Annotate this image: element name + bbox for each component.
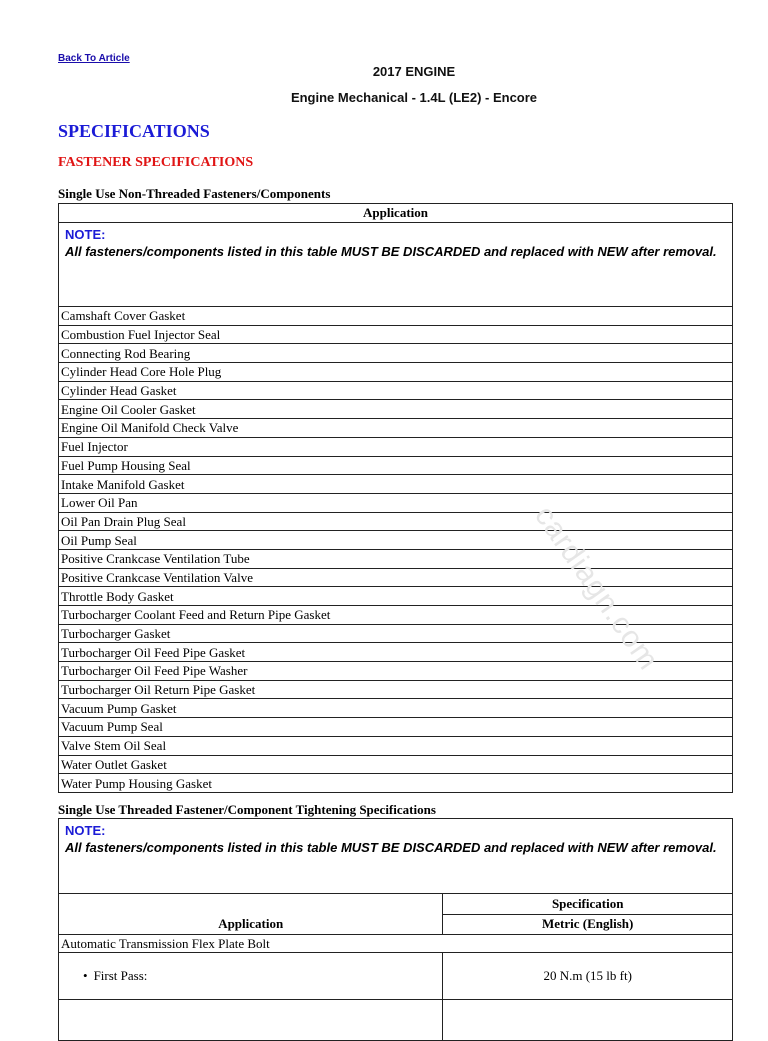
table-row — [59, 587, 733, 606]
table-cell: Fuel Injector — [59, 437, 733, 456]
table-cell: Fuel Pump Housing Seal — [59, 456, 733, 475]
table-cell: Lower Oil Pan — [59, 493, 733, 512]
table-row — [59, 419, 733, 438]
table-cell: Turbocharger Oil Feed Pipe Gasket — [59, 643, 733, 662]
table-cell: Engine Oil Manifold Check Valve — [59, 419, 733, 438]
table1-note-text: All fasteners/components listed in this table MUST BE DISCARDED and replaced with NEW after removal. — [65, 244, 717, 259]
table-row — [59, 680, 733, 699]
table1-header-application: Application — [59, 204, 733, 223]
table-row — [59, 755, 733, 774]
bullet-icon: • — [83, 968, 88, 983]
table-row — [59, 475, 733, 494]
table-cell: Throttle Body Gasket — [59, 587, 733, 606]
table-row — [59, 381, 733, 400]
table-cell: Oil Pan Drain Plug Seal — [59, 512, 733, 531]
table-cell: Camshaft Cover Gasket — [59, 307, 733, 326]
table-cell: Intake Manifold Gasket — [59, 475, 733, 494]
table-cell: Engine Oil Cooler Gasket — [59, 400, 733, 419]
table-cell: Vacuum Pump Gasket — [59, 699, 733, 718]
table-row-empty — [59, 1000, 443, 1041]
table-cell: Connecting Rod Bearing — [59, 344, 733, 363]
table-cell: Cylinder Head Core Hole Plug — [59, 363, 733, 382]
table-cell: Positive Crankcase Ventilation Valve — [59, 568, 733, 587]
subsection-title: FASTENER SPECIFICATIONS — [58, 155, 254, 170]
table-cell: Water Pump Housing Gasket — [59, 774, 733, 793]
table-row-empty — [443, 1000, 733, 1041]
table-row — [59, 568, 733, 587]
table2-header-application: Application — [59, 894, 443, 935]
table-cell: Vacuum Pump Seal — [59, 718, 733, 737]
table-row — [59, 531, 733, 550]
table-cell: Oil Pump Seal — [59, 531, 733, 550]
table-row — [59, 307, 733, 326]
table-row — [59, 718, 733, 737]
table-cell: Cylinder Head Gasket — [59, 381, 733, 400]
table-cell: Water Outlet Gasket — [59, 755, 733, 774]
table1-body — [59, 307, 733, 793]
table2-header-specification: Specification — [443, 894, 733, 915]
table-row — [59, 736, 733, 755]
table2-note — [59, 819, 733, 894]
document-subtitle: Engine Mechanical - 1.4L (LE2) - Encore — [290, 90, 538, 105]
table-row — [59, 363, 733, 382]
table2-note-text: All fasteners/components listed in this table MUST BE DISCARDED and replaced with NEW after removal. — [65, 840, 717, 855]
table-cell: Turbocharger Gasket — [59, 624, 733, 643]
watermark: cardiagn.com — [527, 500, 666, 677]
table1-note — [59, 223, 733, 307]
table-cell: Valve Stem Oil Seal — [59, 736, 733, 755]
table-row — [59, 456, 733, 475]
table-row — [59, 549, 733, 568]
table-row — [59, 344, 733, 363]
document-title: 2017 ENGINE — [372, 64, 456, 79]
table-cell: Turbocharger Oil Feed Pipe Washer — [59, 662, 733, 681]
table2-caption: Single Use Threaded Fastener/Component Tightening Specifications — [58, 802, 436, 817]
table-row — [59, 493, 733, 512]
pass-value: 20 N.m (15 lb ft) — [443, 953, 733, 1000]
back-to-article-link[interactable]: Back To Article — [58, 53, 130, 64]
table1-caption: Single Use Non-Threaded Fasteners/Components — [58, 186, 331, 201]
table-cell: Turbocharger Coolant Feed and Return Pipe Gasket — [59, 606, 733, 625]
table-row — [59, 400, 733, 419]
table-cell: Combustion Fuel Injector Seal — [59, 325, 733, 344]
table-row — [59, 512, 733, 531]
table2-header-metric: Metric (English) — [443, 914, 733, 935]
table-row — [59, 699, 733, 718]
table2-note-label: NOTE: — [65, 823, 106, 838]
table-row: Automatic Transmission Flex Plate Bolt — [59, 935, 733, 953]
threaded-fasteners-table — [58, 818, 733, 1041]
pass-label: First Pass: — [93, 968, 148, 983]
table-cell: Turbocharger Oil Return Pipe Gasket — [59, 680, 733, 699]
table-row — [59, 774, 733, 793]
section-title: SPECIFICATIONS — [58, 121, 210, 141]
non-threaded-fasteners-table — [58, 203, 733, 793]
table-row — [59, 325, 733, 344]
table-row — [59, 437, 733, 456]
table-row-pass — [59, 953, 443, 1000]
table1-note-label: NOTE: — [65, 227, 106, 242]
table-cell: Positive Crankcase Ventilation Tube — [59, 549, 733, 568]
